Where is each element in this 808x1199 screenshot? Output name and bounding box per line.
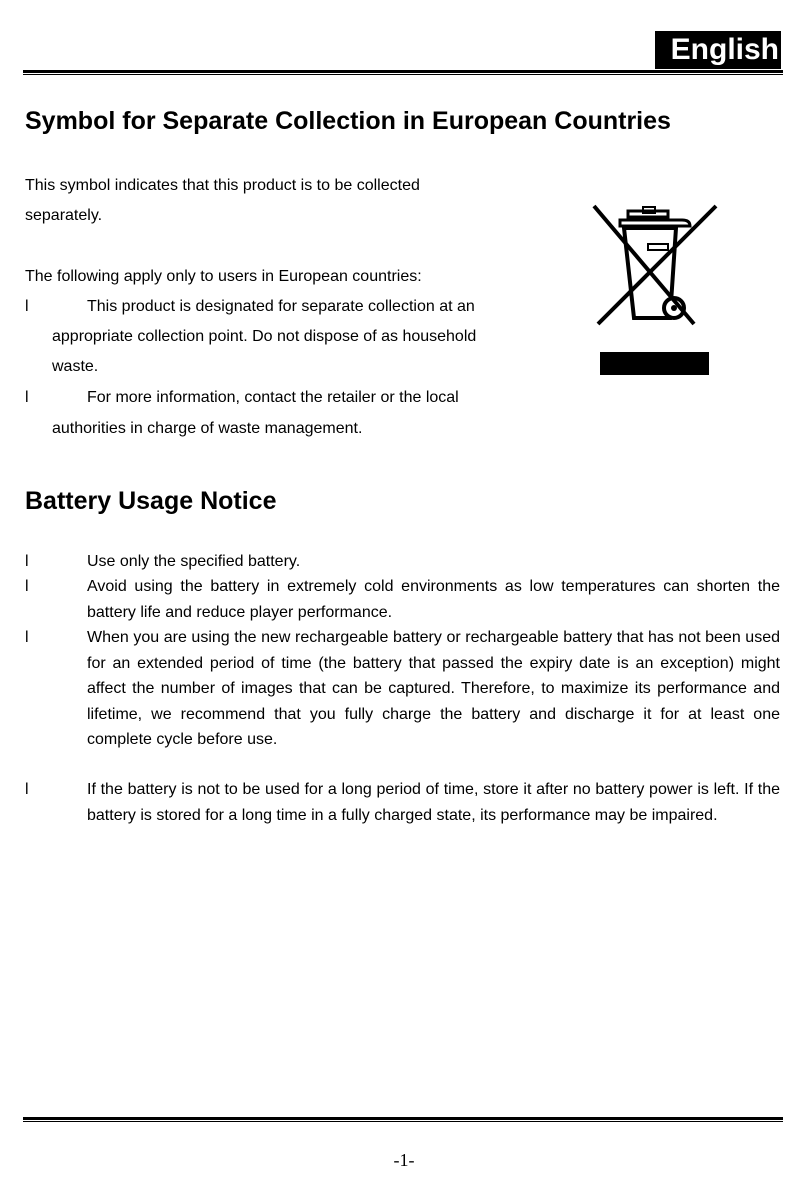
weee-intro-line1: This symbol indicates that this product is to be collected [25, 177, 420, 194]
battery-title: Battery Usage Notice [25, 487, 277, 515]
weee-apply-text: The following apply only to users in European countries: [25, 268, 422, 285]
weee-black-bar [600, 352, 709, 375]
battery-item-1: Use only the specified battery. [87, 553, 301, 570]
footer-rule-thin [23, 1121, 783, 1122]
weee-item1-line3: waste. [52, 358, 99, 375]
bullet-mark: l [25, 629, 29, 646]
header-rule-thin [23, 74, 783, 75]
crossed-out-wheelie-bin-icon [590, 200, 720, 332]
weee-item1-line2: appropriate collection point. Do not dispose of as household [52, 328, 477, 345]
bullet-mark: l [25, 298, 29, 315]
bullet-mark: l [25, 389, 29, 406]
footer-rule [23, 1117, 783, 1120]
battery-item-3: When you are using the new rechargeable battery or rechargeable battery that has not been used for an extended period of time (the battery that passed the expiry date is an exception) might affect the number of images that can be captured. Therefore, to maximize its performance and lifetime, we recommend that you fully charge the battery and discharge it for at least one complete cycle before use. [87, 629, 780, 748]
bullet-mark: l [25, 781, 29, 798]
weee-item2-line1: For more information, contact the retailer or the local [87, 389, 459, 406]
weee-title: Symbol for Separate Collection in European Countries [25, 107, 671, 135]
bullet-mark: l [25, 553, 29, 570]
language-tab: English [655, 31, 781, 69]
battery-item-2: Avoid using the battery in extremely cold environments as low temperatures can shorten the battery life and reduce player performance. [87, 578, 780, 621]
battery-item-4: If the battery is not to be used for a long period of time, store it after no battery power is left. If the battery is stored for a long time in a fully charged state, its performance may be impaired. [87, 781, 780, 824]
page-number: -1- [393, 1150, 415, 1170]
weee-intro-line2: separately. [25, 207, 103, 224]
weee-item1-line1: This product is designated for separate collection at an [87, 298, 475, 315]
weee-item2-line2: authorities in charge of waste management. [52, 420, 363, 437]
header-rule [23, 70, 783, 73]
bullet-mark: l [25, 578, 29, 595]
